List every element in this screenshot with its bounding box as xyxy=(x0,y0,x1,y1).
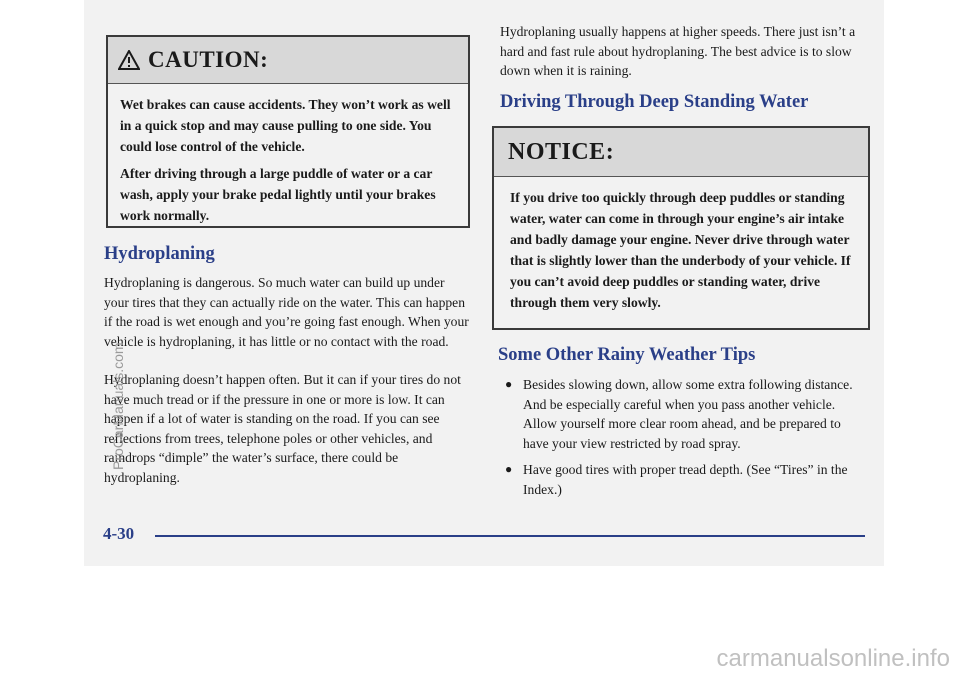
caution-paragraph-2: After driving through a large puddle of water or a car wash, apply your brake pedal lightly until your brakes work normally. xyxy=(120,166,436,223)
bullet-icon: ● xyxy=(505,377,513,391)
notice-box xyxy=(492,126,870,330)
footer-rule xyxy=(155,535,865,537)
list-item-text: Have good tires with proper tread depth. (See “Tires” in the Index.) xyxy=(523,462,848,497)
rainy-tips-list xyxy=(505,375,855,506)
bottom-watermark: carmanualsonline.info xyxy=(716,645,950,672)
hydroplaning-paragraph-1: Hydroplaning is dangerous. So much water can build up under your tires that they can actually ride on the water. This can happen if the road is wet enough and you’re going fast enough. When your vehicle is hydroplaning, it has little or no contact with the road. xyxy=(104,275,469,349)
notice-header xyxy=(494,128,868,177)
hydroplaning-heading: Hydroplaning xyxy=(104,244,215,264)
side-watermark: ProCarManuals.com xyxy=(110,342,126,470)
bullet-icon: ● xyxy=(505,462,513,476)
list-item-text: Besides slowing down, allow some extra following distance. And be especially careful when you pass another vehicle. Allow yourself more clear room ahead, and be prepared to have your view restricted by road spray. xyxy=(523,377,853,451)
rainy-tips-heading: Some Other Rainy Weather Tips xyxy=(498,345,756,365)
list-item xyxy=(505,375,855,453)
hydroplaning-paragraph-2: Hydroplaning doesn’t happen often. But it can if your tires do not have much tread or if the pressure in one or more is low. It can happen if a lot of water is standing on the road. If you can see reflections from trees, telephone poles or other vehicles, and raindrops “dimple” the water’s surface, there could be hydroplaning. xyxy=(104,372,461,485)
warning-triangle-icon xyxy=(118,50,140,70)
caution-box xyxy=(106,35,470,228)
notice-title: NOTICE: xyxy=(508,138,615,165)
right-intro-paragraph: Hydroplaning usually happens at higher speeds. There just isn’t a hard and fast rule about hydroplaning. The best advice is to slow down when it is raining. xyxy=(500,24,856,78)
caution-title: CAUTION: xyxy=(148,47,269,72)
deep-water-heading: Driving Through Deep Standing Water xyxy=(500,92,809,112)
caution-header xyxy=(108,37,468,84)
caution-paragraph-1: Wet brakes can cause accidents. They won’t work as well in a quick stop and may cause pulling to one side. You could lose control of the vehicle. xyxy=(120,97,451,154)
list-item xyxy=(505,460,855,499)
caution-body xyxy=(108,84,468,226)
page-number: 4-30 xyxy=(103,524,135,543)
notice-body: If you drive too quickly through deep puddles or standing water, water can come in through your engine’s air intake and badly damage your engine. Never drive through water that is slightly lower than the underbody of your vehicle. If you can’t avoid deep puddles or standing water, drive through them very slowly. xyxy=(510,190,851,310)
